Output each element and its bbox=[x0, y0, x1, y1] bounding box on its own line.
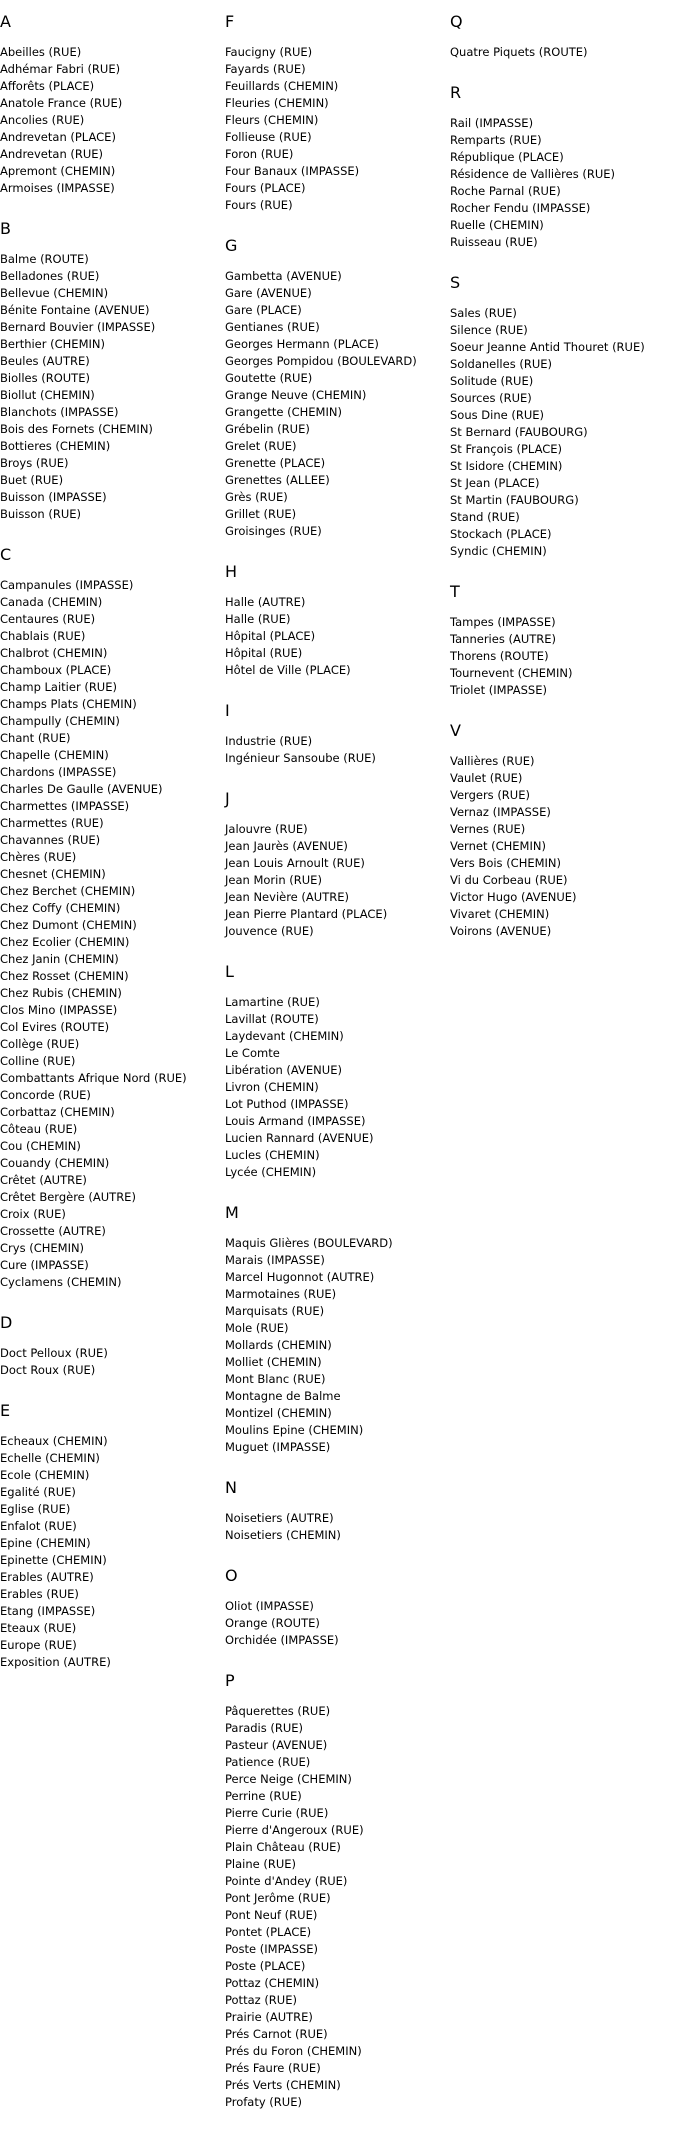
street-item: Victor Hugo (AVENUE) bbox=[450, 890, 577, 904]
letter-section bbox=[0, 12, 187, 197]
street-item: Vivaret (CHEMIN) bbox=[450, 907, 550, 921]
letter-heading: E bbox=[0, 1401, 11, 1420]
street-item: Gare (PLACE) bbox=[225, 303, 302, 317]
street-item: Grenette (PLACE) bbox=[225, 456, 326, 470]
index-column-1 bbox=[0, 12, 187, 1693]
street-item: Four Banaux (IMPASSE) bbox=[225, 164, 360, 178]
street-item: Chalbrot (CHEMIN) bbox=[0, 646, 108, 660]
street-item: Champ Laitier (RUE) bbox=[0, 680, 117, 694]
letter-heading: R bbox=[450, 83, 462, 102]
street-item: République (PLACE) bbox=[450, 150, 564, 164]
street-item: Vallières (RUE) bbox=[450, 754, 535, 768]
street-item: St Bernard (FAUBOURG) bbox=[450, 425, 588, 439]
street-item: Anatole France (RUE) bbox=[0, 96, 123, 110]
letter-section bbox=[225, 1203, 417, 1456]
letter-heading: N bbox=[225, 1478, 237, 1497]
street-item: Sources (RUE) bbox=[450, 391, 532, 405]
street-item: Canada (CHEMIN) bbox=[0, 595, 103, 609]
street-item: Exposition (AUTRE) bbox=[0, 1655, 111, 1669]
street-item: Fours (PLACE) bbox=[225, 181, 306, 195]
street-item: Crossette (AUTRE) bbox=[0, 1224, 106, 1238]
street-item: Chez Coffy (CHEMIN) bbox=[0, 901, 121, 915]
street-item: Livron (CHEMIN) bbox=[225, 1080, 319, 1094]
street-item: Grange Neuve (CHEMIN) bbox=[225, 388, 367, 402]
street-item: Pontet (PLACE) bbox=[225, 1925, 312, 1939]
street-item: Cou (CHEMIN) bbox=[0, 1139, 81, 1153]
street-item: Doct Pelloux (RUE) bbox=[0, 1346, 108, 1360]
street-item: Ingénieur Sansoube (RUE) bbox=[225, 751, 376, 765]
street-item: Andrevetan (RUE) bbox=[0, 147, 104, 161]
street-item: Perrine (RUE) bbox=[225, 1789, 302, 1803]
street-item: Faucigny (RUE) bbox=[225, 45, 313, 59]
letter-heading: J bbox=[225, 789, 230, 808]
street-item: Chamboux (PLACE) bbox=[0, 663, 112, 677]
street-item: Silence (RUE) bbox=[450, 323, 528, 337]
street-item: Pointe d'Andey (RUE) bbox=[225, 1874, 348, 1888]
street-item: Poste (IMPASSE) bbox=[225, 1942, 319, 1956]
street-item: Roche Parnal (RUE) bbox=[450, 184, 561, 198]
street-item: Ancolies (RUE) bbox=[0, 113, 85, 127]
street-item: Jean Morin (RUE) bbox=[225, 873, 322, 887]
letter-heading: M bbox=[225, 1203, 239, 1222]
street-item: Remparts (RUE) bbox=[450, 133, 542, 147]
letter-heading: D bbox=[0, 1313, 13, 1332]
letter-heading: S bbox=[450, 273, 461, 292]
street-list bbox=[0, 44, 187, 197]
street-item: Etang (IMPASSE) bbox=[0, 1604, 96, 1618]
street-item: Lucles (CHEMIN) bbox=[225, 1148, 320, 1162]
street-item: Lavillat (ROUTE) bbox=[225, 1012, 319, 1026]
street-item: Collège (RUE) bbox=[0, 1037, 80, 1051]
street-item: Eteaux (RUE) bbox=[0, 1621, 77, 1635]
letter-section bbox=[225, 562, 417, 679]
street-item: Bottieres (CHEMIN) bbox=[0, 439, 111, 453]
letter-section bbox=[0, 1313, 187, 1379]
street-item: Epinette (CHEMIN) bbox=[0, 1553, 107, 1567]
street-item: Solitude (RUE) bbox=[450, 374, 534, 388]
letter-heading: A bbox=[0, 12, 11, 31]
street-item: Andrevetan (PLACE) bbox=[0, 130, 116, 144]
street-item: Concorde (RUE) bbox=[0, 1088, 91, 1102]
street-item: Blanchots (IMPASSE) bbox=[0, 405, 119, 419]
street-item: Marais (IMPASSE) bbox=[225, 1253, 325, 1267]
street-item: Lycée (CHEMIN) bbox=[225, 1165, 317, 1179]
street-item: Clos Mino (IMPASSE) bbox=[0, 1003, 118, 1017]
street-item: Mollards (CHEMIN) bbox=[225, 1338, 332, 1352]
street-item: Beules (AUTRE) bbox=[0, 354, 90, 368]
street-item: Charmettes (IMPASSE) bbox=[0, 799, 130, 813]
street-item: Vergers (RUE) bbox=[450, 788, 530, 802]
street-item: Patience (RUE) bbox=[225, 1755, 311, 1769]
street-list bbox=[225, 44, 417, 214]
street-item: Afforêts (PLACE) bbox=[0, 79, 95, 93]
street-item: Prés Verts (CHEMIN) bbox=[225, 2078, 341, 2092]
street-item: Pottaz (CHEMIN) bbox=[225, 1976, 320, 1990]
street-item: Bellevue (CHEMIN) bbox=[0, 286, 109, 300]
street-item: Thorens (ROUTE) bbox=[450, 649, 549, 663]
street-item: Gare (AVENUE) bbox=[225, 286, 312, 300]
street-item: Hôpital (RUE) bbox=[225, 646, 303, 660]
street-item: St François (PLACE) bbox=[450, 442, 563, 456]
street-item: Georges Pompidou (BOULEVARD) bbox=[225, 354, 417, 368]
street-item: Biolles (ROUTE) bbox=[0, 371, 90, 385]
street-item: Vers Bois (CHEMIN) bbox=[450, 856, 562, 870]
index-column-3 bbox=[450, 12, 645, 962]
street-item: Sales (RUE) bbox=[450, 306, 517, 320]
street-item: Chablais (RUE) bbox=[0, 629, 86, 643]
street-item: Prés du Foron (CHEMIN) bbox=[225, 2044, 362, 2058]
letter-section bbox=[225, 701, 417, 767]
street-item: Ruisseau (RUE) bbox=[450, 235, 538, 249]
letter-heading: I bbox=[225, 701, 230, 720]
street-item: Crys (CHEMIN) bbox=[0, 1241, 85, 1255]
street-item: Ruelle (CHEMIN) bbox=[450, 218, 544, 232]
street-item: Orange (ROUTE) bbox=[225, 1616, 320, 1630]
letter-section bbox=[450, 582, 645, 699]
street-item: Vaulet (RUE) bbox=[450, 771, 523, 785]
street-item: Jean Pierre Plantard (PLACE) bbox=[225, 907, 388, 921]
street-item: Vernaz (IMPASSE) bbox=[450, 805, 551, 819]
street-item: Egalité (RUE) bbox=[0, 1485, 76, 1499]
letter-section bbox=[0, 219, 187, 523]
street-item: Mont Blanc (RUE) bbox=[225, 1372, 326, 1386]
street-item: Charles De Gaulle (AVENUE) bbox=[0, 782, 163, 796]
street-item: Triolet (IMPASSE) bbox=[450, 683, 547, 697]
street-item: Buisson (IMPASSE) bbox=[0, 490, 107, 504]
letter-section bbox=[225, 789, 417, 940]
street-item: Gentianes (RUE) bbox=[225, 320, 320, 334]
letter-section bbox=[0, 545, 187, 1291]
street-item: Follieuse (RUE) bbox=[225, 130, 312, 144]
street-item: Bernard Bouvier (IMPASSE) bbox=[0, 320, 156, 334]
street-list bbox=[0, 251, 187, 523]
street-list bbox=[450, 753, 645, 940]
street-item: Vernes (RUE) bbox=[450, 822, 526, 836]
street-list bbox=[450, 614, 645, 699]
street-item: Pont Jerôme (RUE) bbox=[225, 1891, 331, 1905]
street-item: Lucien Rannard (AVENUE) bbox=[225, 1131, 374, 1145]
letter-heading: H bbox=[225, 562, 238, 581]
street-item: Campanules (IMPASSE) bbox=[0, 578, 134, 592]
street-list bbox=[450, 115, 645, 251]
street-item: Rocher Fendu (IMPASSE) bbox=[450, 201, 591, 215]
street-list bbox=[225, 268, 417, 540]
street-item: Berthier (CHEMIN) bbox=[0, 337, 105, 351]
street-item: Plain Château (RUE) bbox=[225, 1840, 341, 1854]
letter-section bbox=[225, 12, 417, 214]
street-item: Groisinges (RUE) bbox=[225, 524, 322, 538]
street-list bbox=[450, 305, 645, 560]
street-item: Gambetta (AVENUE) bbox=[225, 269, 342, 283]
street-item: Chez Janin (CHEMIN) bbox=[0, 952, 119, 966]
street-item: Tanneries (AUTRE) bbox=[450, 632, 557, 646]
street-item: Erables (RUE) bbox=[0, 1587, 79, 1601]
street-item: Grébelin (RUE) bbox=[225, 422, 310, 436]
letter-section bbox=[225, 1671, 417, 2111]
letter-section bbox=[0, 1401, 187, 1671]
street-item: Marmotaines (RUE) bbox=[225, 1287, 337, 1301]
street-item: Quatre Piquets (ROUTE) bbox=[450, 45, 588, 59]
street-item: Echeaux (CHEMIN) bbox=[0, 1434, 108, 1448]
street-item: Buisson (RUE) bbox=[0, 507, 81, 521]
street-item: Colline (RUE) bbox=[0, 1054, 76, 1068]
street-item: Vernet (CHEMIN) bbox=[450, 839, 546, 853]
letter-heading: G bbox=[225, 236, 238, 255]
street-item: Cure (IMPASSE) bbox=[0, 1258, 89, 1272]
letter-heading: T bbox=[450, 582, 460, 601]
street-item: Rail (IMPASSE) bbox=[450, 116, 534, 130]
street-item: Oliot (IMPASSE) bbox=[225, 1599, 314, 1613]
street-item: Libération (AVENUE) bbox=[225, 1063, 342, 1077]
street-item: Chères (RUE) bbox=[0, 850, 77, 864]
street-item: St Martin (FAUBOURG) bbox=[450, 493, 579, 507]
street-item: Soldanelles (RUE) bbox=[450, 357, 553, 371]
letter-section bbox=[225, 1566, 417, 1649]
street-item: Bénite Fontaine (AVENUE) bbox=[0, 303, 150, 317]
street-item: Syndic (CHEMIN) bbox=[450, 544, 547, 558]
street-item: Grenettes (ALLEE) bbox=[225, 473, 330, 487]
street-item: Soeur Jeanne Antid Thouret (RUE) bbox=[450, 340, 645, 354]
street-item: Biollut (CHEMIN) bbox=[0, 388, 95, 402]
street-item: Chardons (IMPASSE) bbox=[0, 765, 117, 779]
street-item: Le Comte bbox=[225, 1046, 280, 1060]
street-item: Prés Carnot (RUE) bbox=[225, 2027, 328, 2041]
street-item: Corbattaz (CHEMIN) bbox=[0, 1105, 115, 1119]
street-item: Profaty (RUE) bbox=[225, 2095, 302, 2109]
street-item: Chapelle (CHEMIN) bbox=[0, 748, 109, 762]
street-item: Montagne de Balme bbox=[225, 1389, 341, 1403]
street-item: Adhémar Fabri (RUE) bbox=[0, 62, 121, 76]
street-item: Hôpital (PLACE) bbox=[225, 629, 316, 643]
street-item: Chez Berchet (CHEMIN) bbox=[0, 884, 136, 898]
street-item: Chant (RUE) bbox=[0, 731, 71, 745]
street-item: Halle (RUE) bbox=[225, 612, 291, 626]
street-item: Mole (RUE) bbox=[225, 1321, 289, 1335]
street-item: Jean Jaurès (AVENUE) bbox=[225, 839, 348, 853]
street-item: Chesnet (CHEMIN) bbox=[0, 867, 106, 881]
street-item: Chez Ecolier (CHEMIN) bbox=[0, 935, 130, 949]
street-item: Orchidée (IMPASSE) bbox=[225, 1633, 339, 1647]
street-item: Champs Plats (CHEMIN) bbox=[0, 697, 137, 711]
street-item: Abeilles (RUE) bbox=[0, 45, 82, 59]
street-item: Fleurs (CHEMIN) bbox=[225, 113, 319, 127]
street-item: Couandy (CHEMIN) bbox=[0, 1156, 110, 1170]
street-item: Foron (RUE) bbox=[225, 147, 294, 161]
street-item: Moulins Epine (CHEMIN) bbox=[225, 1423, 364, 1437]
street-item: Voirons (AVENUE) bbox=[450, 924, 552, 938]
street-item: Grangette (CHEMIN) bbox=[225, 405, 342, 419]
street-item: Echelle (CHEMIN) bbox=[0, 1451, 100, 1465]
street-item: Grelet (RUE) bbox=[225, 439, 297, 453]
street-item: Belladones (RUE) bbox=[0, 269, 100, 283]
street-item: Industrie (RUE) bbox=[225, 734, 313, 748]
letter-heading: P bbox=[225, 1671, 235, 1690]
letter-heading: B bbox=[0, 219, 11, 238]
street-list bbox=[0, 577, 187, 1291]
street-item: Fleuries (CHEMIN) bbox=[225, 96, 329, 110]
street-list bbox=[225, 1510, 417, 1544]
street-item: St Jean (PLACE) bbox=[450, 476, 540, 490]
street-item: Chez Rubis (CHEMIN) bbox=[0, 986, 122, 1000]
street-item: Crêtet Bergère (AUTRE) bbox=[0, 1190, 136, 1204]
street-item: Croix (RUE) bbox=[0, 1207, 66, 1221]
street-item: Georges Hermann (PLACE) bbox=[225, 337, 379, 351]
street-item: Prairie (AUTRE) bbox=[225, 2010, 313, 2024]
street-item: Noisetiers (AUTRE) bbox=[225, 1511, 334, 1525]
street-item: Crêtet (AUTRE) bbox=[0, 1173, 87, 1187]
street-item: Halle (AUTRE) bbox=[225, 595, 306, 609]
street-item: Stand (RUE) bbox=[450, 510, 520, 524]
letter-heading: L bbox=[225, 962, 234, 981]
street-list bbox=[225, 1703, 417, 2111]
street-item: Sous Dine (RUE) bbox=[450, 408, 544, 422]
letter-heading: O bbox=[225, 1566, 238, 1585]
street-item: Goutette (RUE) bbox=[225, 371, 313, 385]
street-item: Laydevant (CHEMIN) bbox=[225, 1029, 344, 1043]
street-item: Enfalot (RUE) bbox=[0, 1519, 77, 1533]
street-item: Maquis Glières (BOULEVARD) bbox=[225, 1236, 393, 1250]
street-item: Marquisats (RUE) bbox=[225, 1304, 325, 1318]
street-item: Perce Neige (CHEMIN) bbox=[225, 1772, 352, 1786]
street-item: Chavannes (RUE) bbox=[0, 833, 101, 847]
street-item: St Isidore (CHEMIN) bbox=[450, 459, 563, 473]
street-list bbox=[225, 1598, 417, 1649]
street-item: Charmettes (RUE) bbox=[0, 816, 104, 830]
letter-section bbox=[225, 962, 417, 1181]
street-item: Cyclamens (CHEMIN) bbox=[0, 1275, 122, 1289]
street-item: Vi du Corbeau (RUE) bbox=[450, 873, 568, 887]
letter-section bbox=[450, 12, 645, 61]
street-item: Eglise (RUE) bbox=[0, 1502, 71, 1516]
street-item: Lot Puthod (IMPASSE) bbox=[225, 1097, 349, 1111]
street-item: Noisetiers (CHEMIN) bbox=[225, 1528, 341, 1542]
street-item: Bois des Fornets (CHEMIN) bbox=[0, 422, 153, 436]
street-item: Pierre Curie (RUE) bbox=[225, 1806, 329, 1820]
letter-heading: Q bbox=[450, 12, 463, 31]
street-list bbox=[225, 821, 417, 940]
street-item: Champully (CHEMIN) bbox=[0, 714, 120, 728]
letter-section bbox=[225, 1478, 417, 1544]
letter-section bbox=[450, 721, 645, 940]
street-item: Chez Rosset (CHEMIN) bbox=[0, 969, 129, 983]
street-item: Combattants Afrique Nord (RUE) bbox=[0, 1071, 187, 1085]
street-item: Jean Nevière (AUTRE) bbox=[225, 890, 349, 904]
street-item: Grès (RUE) bbox=[225, 490, 288, 504]
street-list bbox=[225, 994, 417, 1181]
street-item: Marcel Hugonnot (AUTRE) bbox=[225, 1270, 375, 1284]
street-item: Apremont (CHEMIN) bbox=[0, 164, 116, 178]
street-item: Montizel (CHEMIN) bbox=[225, 1406, 332, 1420]
street-item: Epine (CHEMIN) bbox=[0, 1536, 91, 1550]
street-item: Broys (RUE) bbox=[0, 456, 69, 470]
letter-section bbox=[225, 236, 417, 540]
index-column-2 bbox=[225, 12, 417, 2133]
street-item: Jean Louis Arnoult (RUE) bbox=[225, 856, 365, 870]
street-list bbox=[225, 1235, 417, 1456]
street-item: Tampes (IMPASSE) bbox=[450, 615, 556, 629]
letter-heading: C bbox=[0, 545, 12, 564]
street-item: Pasteur (AVENUE) bbox=[225, 1738, 328, 1752]
street-list bbox=[0, 1433, 187, 1671]
street-item: Côteau (RUE) bbox=[0, 1122, 78, 1136]
street-item: Paradis (RUE) bbox=[225, 1721, 304, 1735]
street-item: Résidence de Vallières (RUE) bbox=[450, 167, 616, 181]
street-item: Grillet (RUE) bbox=[225, 507, 297, 521]
letter-section bbox=[450, 273, 645, 560]
street-item: Poste (PLACE) bbox=[225, 1959, 306, 1973]
street-item: Chez Dumont (CHEMIN) bbox=[0, 918, 137, 932]
street-item: Centaures (RUE) bbox=[0, 612, 96, 626]
street-item: Balme (ROUTE) bbox=[0, 252, 89, 266]
street-item: Louis Armand (IMPASSE) bbox=[225, 1114, 366, 1128]
street-item: Plaine (RUE) bbox=[225, 1857, 297, 1871]
street-item: Erables (AUTRE) bbox=[0, 1570, 94, 1584]
street-item: Doct Roux (RUE) bbox=[0, 1363, 96, 1377]
street-item: Fayards (RUE) bbox=[225, 62, 306, 76]
street-item: Armoises (IMPASSE) bbox=[0, 181, 115, 195]
street-item: Prés Faure (RUE) bbox=[225, 2061, 321, 2075]
street-item: Pont Neuf (RUE) bbox=[225, 1908, 318, 1922]
letter-section bbox=[450, 83, 645, 251]
street-list bbox=[0, 1345, 187, 1379]
letter-heading: F bbox=[225, 12, 235, 31]
street-item: Jouvence (RUE) bbox=[225, 924, 314, 938]
street-item: Pottaz (RUE) bbox=[225, 1993, 297, 2007]
street-item: Pierre d'Angeroux (RUE) bbox=[225, 1823, 364, 1837]
street-item: Europe (RUE) bbox=[0, 1638, 77, 1652]
street-item: Col Evires (ROUTE) bbox=[0, 1020, 110, 1034]
street-item: Molliet (CHEMIN) bbox=[225, 1355, 322, 1369]
street-item: Feuillards (CHEMIN) bbox=[225, 79, 339, 93]
letter-heading: V bbox=[450, 721, 461, 740]
street-item: Tournevent (CHEMIN) bbox=[450, 666, 573, 680]
street-item: Hôtel de Ville (PLACE) bbox=[225, 663, 351, 677]
street-list bbox=[225, 733, 417, 767]
street-item: Stockach (PLACE) bbox=[450, 527, 552, 541]
street-item: Buet (RUE) bbox=[0, 473, 64, 487]
street-item: Jalouvre (RUE) bbox=[225, 822, 308, 836]
street-item: Fours (RUE) bbox=[225, 198, 293, 212]
street-item: Pâquerettes (RUE) bbox=[225, 1704, 331, 1718]
street-item: Ecole (CHEMIN) bbox=[0, 1468, 90, 1482]
street-item: Muguet (IMPASSE) bbox=[225, 1440, 331, 1454]
street-list bbox=[450, 44, 645, 61]
street-item: Lamartine (RUE) bbox=[225, 995, 320, 1009]
street-list bbox=[225, 594, 417, 679]
